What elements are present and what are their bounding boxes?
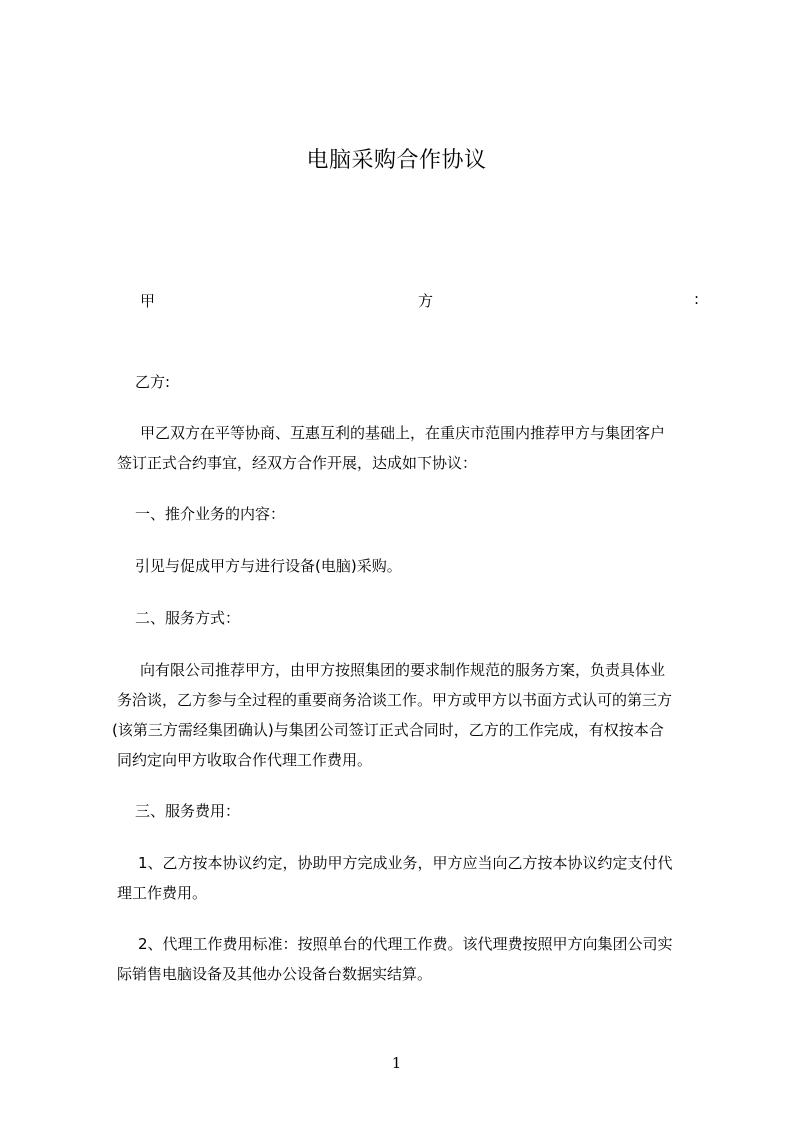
intro-line-2: 签订正式合约事宜，经双方合作开展，达成如下协议： — [117, 454, 478, 472]
section1-heading: 一、推介业务的内容： — [135, 505, 286, 523]
section3-item1-line-2: 理工作费用。 — [117, 884, 208, 902]
intro-line-1: 甲乙双方在平等协商、互惠互利的基础上，在重庆市范围内推荐甲方与集团客户 — [140, 424, 666, 442]
section1-body: 引见与促成甲方与进行设备(电脑)采购。 — [135, 557, 402, 575]
party-a-colon: : — [694, 290, 700, 308]
document-title: 电脑采购合作协议 — [306, 148, 487, 173]
section2-heading: 二、服务方式： — [135, 609, 241, 627]
section2-line-2: 务洽谈，乙方参与全过程的重要商务洽谈工作。甲方或甲方以书面方式认可的第三方 — [117, 691, 673, 709]
section2-line-3: (该第三方需经集团确认)与集团公司签订正式合同时，乙方的工作完成，有权按本合 — [112, 721, 664, 739]
page-number: 1 — [391, 1054, 402, 1072]
section3-item2-line-2: 际销售电脑设备及其他办公设备台数据实结算。 — [117, 965, 433, 983]
section3-item2-line-1: 2、代理工作费用标准：按照单台的代理工作费。该代理费按照甲方向集团公司实 — [138, 935, 673, 953]
section3-item1-line-1: 1、乙方按本协议约定，协助甲方完成业务，甲方应当向乙方按本协议约定支付代 — [138, 854, 673, 872]
party-a-char-1: 甲 — [140, 292, 156, 310]
party-a-char-2: 方 — [418, 292, 434, 310]
section2-line-1: 向有限公司推荐甲方，由甲方按照集团的要求制作规范的服务方案，负责具体业 — [140, 661, 666, 679]
section2-line-4: 同约定向甲方收取合作代理工作费用。 — [117, 751, 373, 769]
party-b-line: 乙方: — [135, 373, 171, 391]
section3-heading: 三、服务费用： — [135, 802, 241, 820]
